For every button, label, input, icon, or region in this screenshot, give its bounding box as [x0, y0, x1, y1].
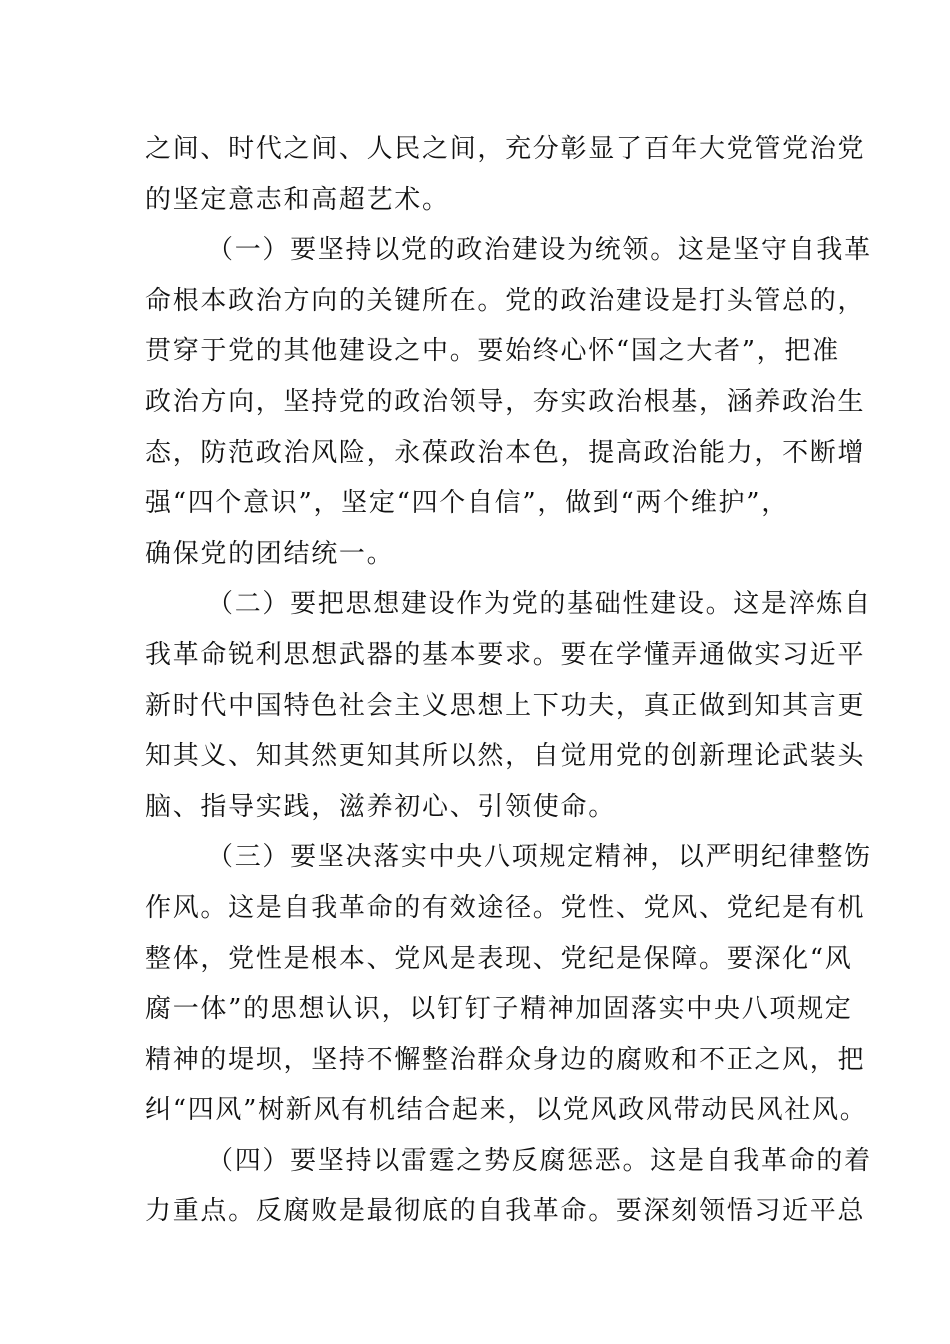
- text-line: 强“四个意识”，坚定“四个自信”，做到“两个维护”，: [145, 488, 789, 519]
- text-line: 我革命锐利思想武器的基本要求。要在学懂弄通做实习近平: [145, 639, 866, 670]
- text-line: 知其义、知其然更知其所以然，自觉用党的创新理论武装头: [145, 741, 866, 772]
- text-line: 新时代中国特色社会主义思想上下功夫，真正做到知其言更: [145, 690, 866, 721]
- text-line: 确保党的团结统一。: [145, 538, 395, 569]
- text-line: 腐一体”的思想认识，以钉钉子精神加固落实中央八项规定: [145, 994, 853, 1025]
- text-line: 纠“四风”树新风有机结合起来，以党风政风带动民风社风。: [145, 1095, 868, 1126]
- text-line: 态，防范政治风险，永葆政治本色，提高政治能力，不断增: [145, 437, 866, 468]
- text-line: 精神的堤坝，坚持不懈整治群众身边的腐败和不正之风，把: [145, 1044, 866, 1075]
- paragraph-start-line: （二）要把思想建设作为党的基础性建设。这是淬炼自: [207, 589, 872, 620]
- text-line: 政治方向，坚持党的政治领导，夯实政治根基，涵养政治生: [145, 386, 866, 417]
- text-line: 脑、指导实践，滋养初心、引领使命。: [145, 791, 616, 822]
- text-line: 作风。这是自我革命的有效途径。党性、党风、党纪是有机: [145, 892, 866, 923]
- paragraph-start-line: （三）要坚决落实中央八项规定精神，以严明纪律整饬: [207, 842, 872, 873]
- text-line: 命根本政治方向的关键所在。党的政治建设是打头管总的，: [145, 285, 866, 316]
- text-line: 整体，党性是根本、党风是表现、党纪是保障。要深化“风: [145, 943, 853, 974]
- paragraph-start-line: （四）要坚持以雷霆之势反腐惩恶。这是自我革命的着: [207, 1145, 872, 1176]
- text-line: 贯穿于党的其他建设之中。要始终心怀“国之大者”，把准: [145, 336, 840, 367]
- text-line: 力重点。反腐败是最彻底的自我革命。要深刻领悟习近平总: [145, 1196, 866, 1227]
- text-line: 之间、时代之间、人民之间，充分彰显了百年大党管党治党: [145, 134, 866, 164]
- document-body: [145, 124, 872, 1237]
- paragraph-start-line: （一）要坚持以党的政治建设为统领。这是坚守自我革: [207, 235, 872, 266]
- text-line: 的坚定意志和高超艺术。: [145, 184, 450, 215]
